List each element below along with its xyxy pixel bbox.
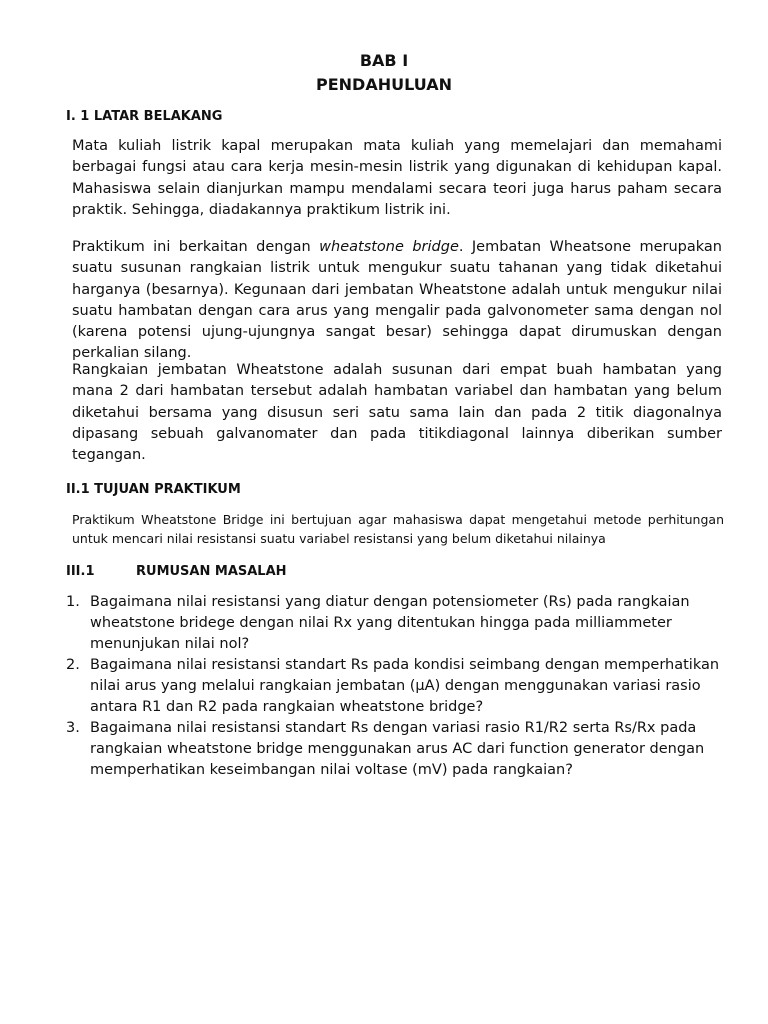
section-heading-rumusan-masalah	[66, 563, 287, 581]
list-item	[66, 592, 724, 655]
list-item-number: 2.	[66, 657, 80, 673]
paragraph-tujuan-praktikum: Praktikum Wheatstone Bridge ini bertujuan agar mahasiswa dapat mengetahui metode perhitungan untuk mencari nilai resistansi suatu variabel resistansi yang belum diketahui nilainya	[72, 512, 724, 546]
list-item-text: Bagaimana nilai resistansi standart Rs dengan variasi rasio R1/R2 serta Rs/Rx pada rangkaian wheatstone bridge menggunakan arus AC dari function generator dengan memperhatikan keseimbangan nilai voltase (mV) pada rangkaian?	[90, 720, 705, 778]
question-list	[66, 592, 724, 781]
chapter-number: BAB I	[359, 51, 409, 70]
paragraph-latar-belakang-2	[72, 237, 722, 365]
list-item	[66, 718, 724, 781]
section-number: III.1	[66, 564, 95, 579]
list-item-text: Bagaimana nilai resistansi yang diatur dengan potensiometer (Rs) pada rangkaian wheatstone bridege dengan nilai Rx yang ditentukan hingga pada milliammeter menunjukan nilai nol?	[90, 594, 690, 652]
paragraph-latar-belakang-3: Rangkaian jembatan Wheatstone adalah susunan dari empat buah hambatan yang mana 2 dari hambatan tersebut adalah hambatan variabel dan hambatan yang belum diketahui bersama yang disusun seri satu sama lain dan pada 2 titik diagonalnya dipasang sebuah galvanomater dan pada titikdiagonal lainnya diberikan sumber tegangan.	[72, 362, 722, 464]
list-item-text: Bagaimana nilai resistansi standart Rs pada kondisi seimbang dengan memperhatikan nilai arus yang melalui rangkaian jembatan (μA) dengan menggunakan variasi rasio antara R1 dan R2 pada rangkaian wheatstone bridge?	[90, 657, 720, 715]
list-item-number: 3.	[66, 720, 80, 736]
paragraph-text: . Jembatan Wheatsone merupakan suatu susunan rangkaian listrik untuk mengukur suatu tahanan yang tidak diketahui harganya (besarnya). Kegunaan dari jembatan Wheatstone adalah untuk mengukur nilai suatu hambatan dengan cara arus yang mengalir pada galvonometer sama dengan nol (karena potensi ujung-ujungnya sangat besar) sehingga dapat dirumuskan dengan perkalian silang.	[72, 239, 722, 362]
section-heading-tujuan-praktikum: II.1 TUJUAN PRAKTIKUM	[66, 482, 241, 497]
paragraph-text: Praktikum ini berkaitan dengan	[72, 239, 320, 255]
section-title: RUMUSAN MASALAH	[136, 564, 287, 579]
section-heading-latar-belakang: I. 1 LATAR BELAKANG	[66, 109, 223, 124]
list-item-number: 1.	[66, 594, 80, 610]
paragraph-latar-belakang-1: Mata kuliah listrik kapal merupakan mata kuliah yang memelajari dan memahami berbagai fungsi atau cara kerja mesin-mesin listrik yang digunakan di kehidupan kapal. Mahasiswa selain dianjurkan mampu mendalami secara teori juga harus paham secara praktik. Sehingga, diadakannya praktikum listrik ini.	[72, 138, 722, 218]
italic-term: wheatstone bridge	[319, 239, 459, 255]
chapter-title: PENDAHULUAN	[316, 75, 452, 94]
list-item	[66, 655, 724, 718]
